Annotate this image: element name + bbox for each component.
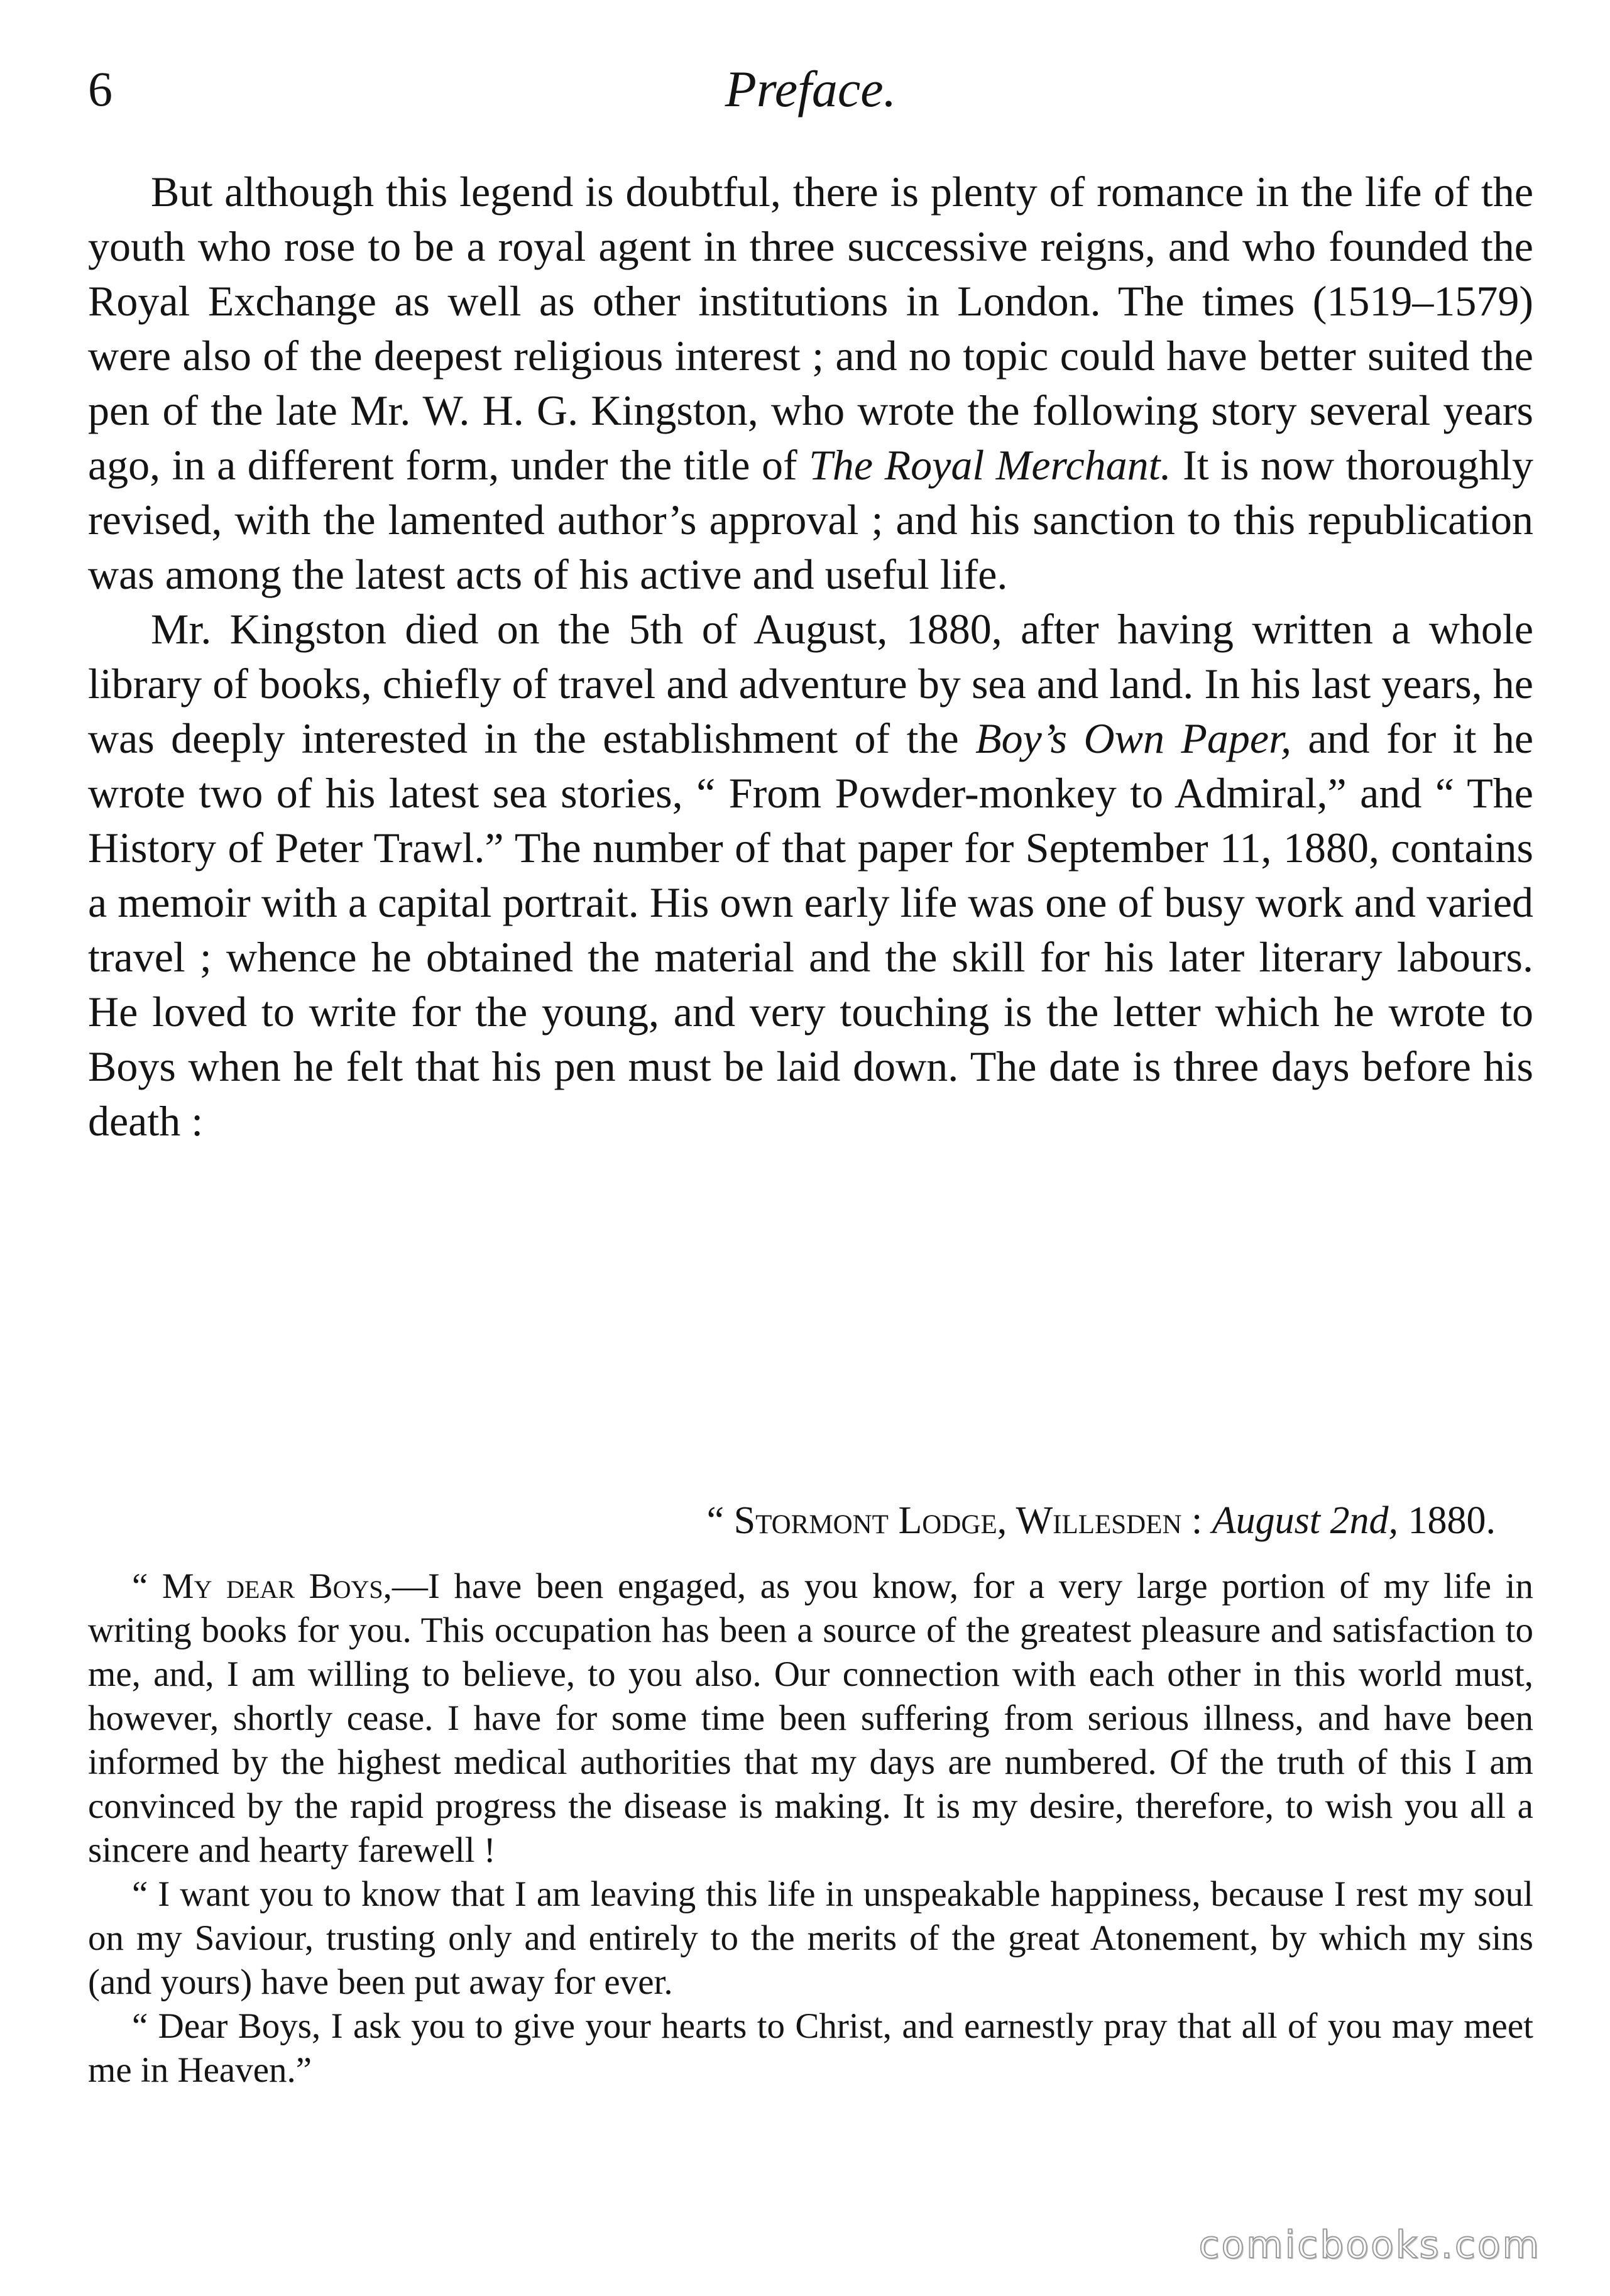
letter-salutation: “ My dear Boys,	[132, 1566, 392, 1606]
dateline-date: August 2nd,	[1212, 1499, 1398, 1542]
letter-paragraph-2: “ I want you to know that I am leaving this life in unspeakable happiness, because I rest my soul on my Saviour, trusting only and entirely to the merits of the great Atonement, by which my sins (and yours) have been put away for ever.	[88, 1874, 1533, 2002]
letter-paragraph-1	[88, 1565, 1533, 1872]
letter-dateline	[88, 1495, 1496, 1546]
paragraph-1	[88, 165, 1533, 602]
running-title: Preface.	[725, 60, 897, 118]
paragraph-2-text-a: Mr. Kingston died on the 5th of August, 1880, after having written a whole library of books, chiefly of travel and adventure by sea and land. In his last years, he was deeply interested in the establishment of the	[88, 605, 1533, 762]
paragraph-2	[88, 602, 1533, 1149]
letter-paragraph-3: “ Dear Boys, I ask you to give your hearts to Christ, and earnestly pray that all of you may meet me in Heaven.”	[88, 2006, 1533, 2090]
preface-body	[88, 165, 1533, 1149]
dateline-year: 1880.	[1408, 1499, 1496, 1542]
dateline-place: “ Stormont Lodge, Willesden :	[706, 1499, 1203, 1542]
book-title-royal-merchant: The Royal Merchant.	[809, 441, 1171, 489]
page-header	[88, 58, 1533, 133]
paragraph-2-text-b: and for it he wrote two of his latest sea stories, “ From Powder-monkey to Admiral,” and “ The History of Peter Trawl.” The number of that paper for September 11, 1880, contains a memoir with a capital portrait. His own early life was one of busy work and varied travel ; whence he obtained the material and the skill for his later literary labours. He loved to write for the young, and very touching is the letter which he wrote to Boys when he felt that his pen must be laid down. The date is three days before his death :	[88, 714, 1534, 1145]
site-watermark: comicbooks.com	[1198, 2223, 1541, 2267]
paper-title-boys-own-paper: Boy’s Own Paper,	[975, 714, 1292, 762]
kingston-letter	[88, 1565, 1533, 2092]
paragraph-1-text-b: It is now thoroughly revised, with the lamented author’s approval ; and his sanction to this republication was among the latest acts of his active and useful life.	[88, 441, 1534, 598]
paragraph-1-text-a: But although this legend is doubtful, there is plenty of romance in the life of the youth who rose to be a royal agent in three successive reigns, and who founded the Royal Exchange as well as other institutions in London. The times (1519–1579) were also of the deepest religious interest ; and no topic could have better suited the pen of the late Mr. W. H. G. Kingston, who wrote the following story several years ago, in a different form, under the title of	[88, 168, 1533, 489]
page-number: 6	[88, 62, 112, 116]
letter-paragraph-1-text: —I have been engaged, as you know, for a very large portion of my life in writing books for you. This occupation has been a source of the greatest pleasure and satisfaction to me, and, I am willing to believe, to you also. Our connection with each other in this world must, however, shortly cease. I have for some time been suffering from serious illness, and have been informed by the highest medical authorities that my days are numbered. Of the truth of this I am convinced by the rapid progress the disease is making. It is my desire, therefore, to wish you all a sincere and hearty farewell !	[88, 1566, 1533, 1870]
